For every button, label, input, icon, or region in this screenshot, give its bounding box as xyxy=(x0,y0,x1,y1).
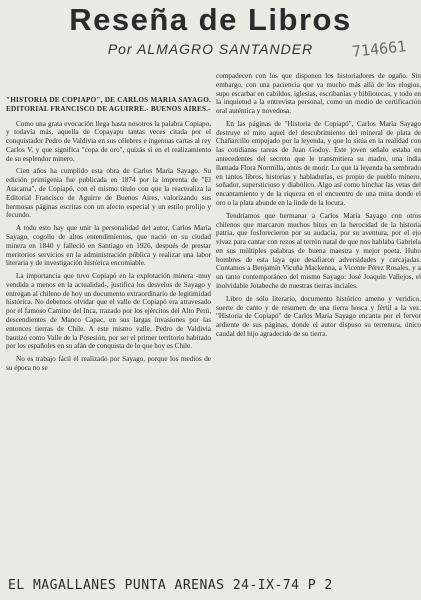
source-annotation: EL MAGALLANES PUNTA ARENAS 24-IX-74 P 2 xyxy=(8,578,333,593)
article-column-right xyxy=(216,72,421,572)
paragraph: Como una grata evocación llega hasta nosotros la palabra Copiapo, y todavía más, aquella de Copayapu tantas veces citada por el conquistador Pedro de Valdivia en sus célebres e ingenuas cartas al rey Carlos V, y que significa "copa de oro", quizás si en el realizamiento de su esplendor minero. xyxy=(6,119,211,163)
paragraph: En las páginas de "Historia de Copiapó", Carlos María Sayago destruye el mito aquel del descubrimiento del mineral de plata de Chañarcillo empujado por la leyenda, y que lo sitúa en la realidad con las cotidianas tareas de Juan Godoy. Este joven señalo estaba en antecedentes del secreto que le transmitiera su madre, una india llamada Flora Normilla, antes de morir. Lo que la leyenda ha sembrado en tantos libros, historias y habladurías, es propio de pueblo minero, soñador, supersticioso y diabólico. Algo así como hinchar las vetas del encantamiento y de la riqueza en el encuentro de una mina donde el oro o la plata abunde en la linde de la locura. xyxy=(216,119,421,207)
paragraph: La importancia que tuvo Copiapó en la explotación minera -muy vendida a menos en la actualidad-, justifica los desvelos de Sayago y entregan al chileno de hoy un documento extraordinario de legitimidad histórica. No debemos olvidar que el valle de Copiapó era atravesado por el famoso Camino del Inca, trazado por los ejércitos del Alto Perú, descendientes de Manco Capac, en sus largas invasiones por las entonces tierras de Chile. A este mismo valle, Pedro de Valdivia bautizó como Valle de la Posesión, por ser el primer territorio habitado por los españoles en su afán de conquista de lo que hoy es Chile. xyxy=(6,272,211,351)
paragraph: Cien años ha cumplido esta obra de Carlos María Sayago. Su edición primigenia fue publicada en 1874 por la imprenta de "El Atacama", de Copiapó, con el mismo título con que la reactualiza la Editorial Francisco de Aguirre de Buenos Aires, valorizando sus hermosas páginas escritas con un afecto especial y un estilo prolijo y fecundo. xyxy=(6,167,211,220)
paragraph: Tendríamos que hermanar a Carlos María Sayago con otros chilenos que marcaron muchos hitos en la herocidad de la historia patria, que fosforecieron por su audacia, por su aventura, por el ejo vivaz para cantar con rezos al terrón natal de que nos hablaba Gabriela en sus múltiples palabras de buena maestra y mejor poeta. Hubo hombres de esta laya que desafiaron adversidades y carcajadas. Contamos a Benjamín Vicuña Mackenna, a Vicente Pérez Rosales, y a un tanto contemporáneo del mismo Sayago: José Joaquín Vallejos, el inolvidable Jotabeche de nuestras tierras inciales. xyxy=(216,211,421,290)
archive-stamp: 714661 xyxy=(351,37,407,61)
paragraph: No es trabajo fácil el realizado por Sayago, porque los medios de su época no se xyxy=(6,355,211,372)
paragraph: A todo esto hay que unir la personalidad del autor, Carlos María Sayago, cogollo de altos entendimientos, que nació en su ciudad minera en 1840 y falleció en Santiago en 1926, después de prestar meritorios servicios en la administración pública y realizar una labor literaria y de investigación histórica encomiable. xyxy=(6,224,211,268)
paragraph: compadecen con los que disponen los historiadores de ogaño. Sin embargo, con una paciencia que va mucho más allá de los elogios, supo escarbar en cabildos, iglesias, escribanías y bibliotecas, y todo en la inquietud a la entrevista personal, como un medio de certificación oral auténtica y novedosa. xyxy=(216,72,421,116)
page-title: Reseña de Libros xyxy=(69,2,352,37)
article-column-left xyxy=(6,96,211,574)
author-byline: Por ALMAGRO SANTANDER xyxy=(107,41,314,57)
article-heading: "HISTORIA DE COPIAPO", DE CARLOS MARIA SAYAGO. EDITORIAL FRANCISCO DE AGUIRRE.- BUENOS AIRES.- xyxy=(6,96,211,113)
paragraph: Libro de sólo literario, documento histórico ameno y veridico, suerte de canto y de resumen de una tierra hosca y fértil a la vez. "Historia de Copiapó" de Carlos María Sayago encanta por el fervor ardiente de sus páginas, donde el autor dispuso su terrenura, único caudal del hijo agradecido de su tierra. xyxy=(216,294,421,338)
